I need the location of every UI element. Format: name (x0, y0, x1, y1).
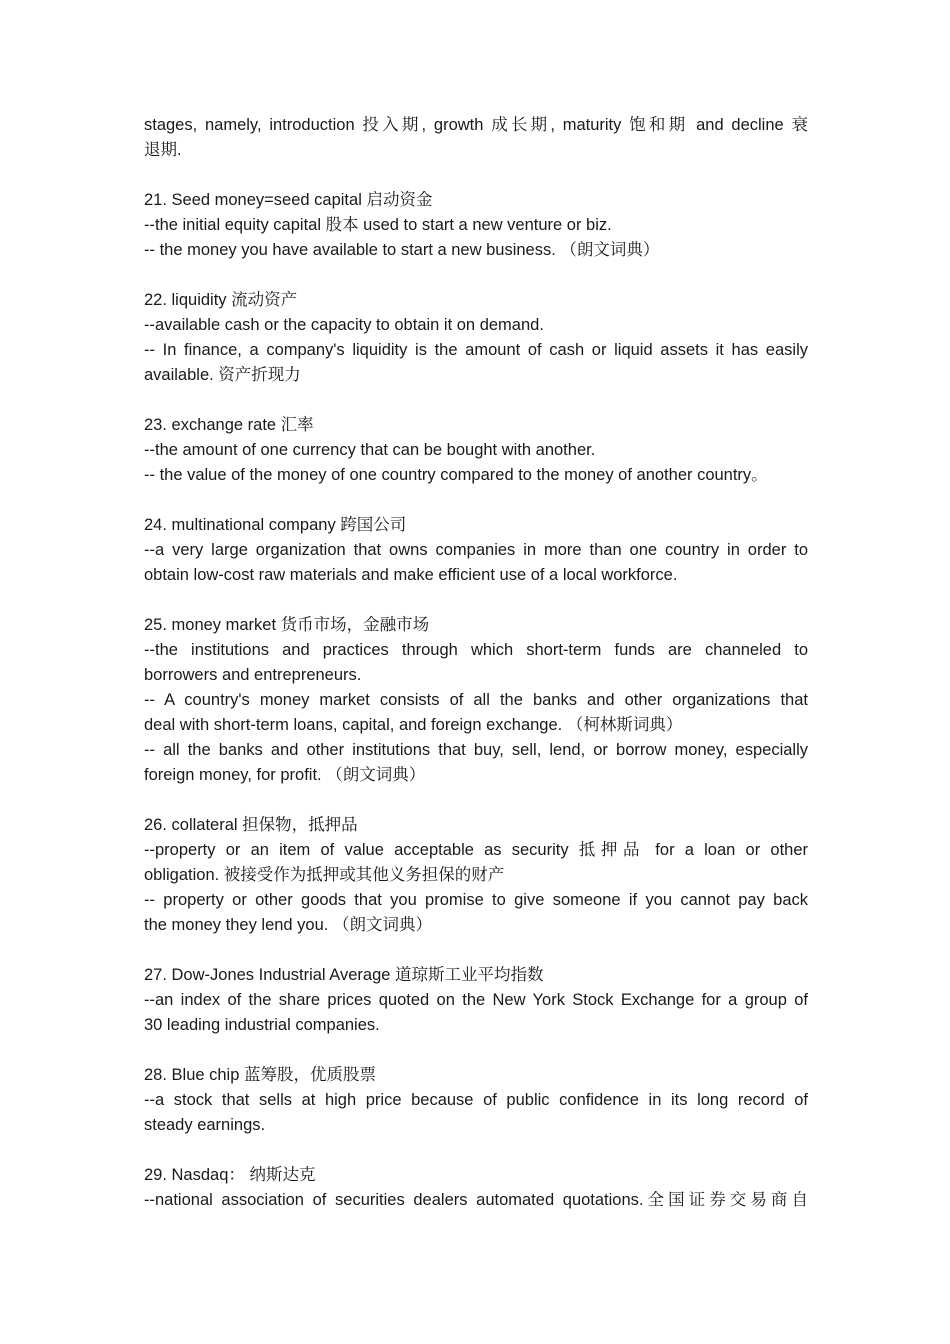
entry-title: 25. money market 货币市场，金融市场 (144, 616, 430, 634)
text-line: -- property or other goods that you promise to give someone if you cannot pay back (144, 891, 808, 909)
text-line: --property or an item of value acceptable as security 抵押品 for a loan or other (144, 841, 808, 859)
blank-line (144, 488, 808, 513)
text-line: steady earnings. (144, 1116, 266, 1134)
text-line: available. 资产折现力 (144, 366, 301, 384)
blank-line (144, 588, 808, 613)
text-line: --the institutions and practices through which short-term funds are channeled to (144, 641, 808, 659)
text-line: -- In finance, a company's liquidity is the amount of cash or liquid assets it has easily (144, 341, 808, 359)
text-line: 退期. (144, 141, 182, 159)
text-line: borrowers and entrepreneurs. (144, 666, 362, 684)
text-line: -- all the banks and other institutions that buy, sell, lend, or borrow money, especially (144, 741, 808, 759)
text-line: --a very large organization that owns companies in more than one country in order to (144, 541, 808, 559)
text-line: --the amount of one currency that can be bought with another. (144, 441, 596, 459)
text-line: -- the money you have available to start a new business. （朗文词典） (144, 241, 660, 259)
text-line: --an index of the share prices quoted on the New York Stock Exchange for a group of (144, 991, 808, 1009)
blank-line (144, 263, 808, 288)
blank-line (144, 388, 808, 413)
blank-line (144, 163, 808, 188)
document-text-body (144, 113, 808, 1213)
entry-title: 26. collateral 担保物，抵押品 (144, 816, 358, 834)
entry-title: 27. Dow-Jones Industrial Average 道琼斯工业平均指数 (144, 966, 544, 984)
text-line: obtain low-cost raw materials and make efficient use of a local workforce. (144, 566, 678, 584)
text-line: --available cash or the capacity to obtain it on demand. (144, 316, 544, 334)
entry-title: 22. liquidity 流动资产 (144, 291, 298, 309)
text-line: 30 leading industrial companies. (144, 1016, 380, 1034)
blank-line (144, 788, 808, 813)
text-line: --national association of securities dealers automated quotations.全国证券交易商自 (144, 1191, 808, 1209)
text-line: obligation. 被接受作为抵押或其他义务担保的财产 (144, 866, 505, 884)
text-line: foreign money, for profit. （朗文词典） (144, 766, 426, 784)
text-line: --a stock that sells at high price because of public confidence in its long record of (144, 1091, 808, 1109)
entry-title: 23. exchange rate 汇率 (144, 416, 314, 434)
blank-line (144, 1138, 808, 1163)
entry-title: 21. Seed money=seed capital 启动资金 (144, 191, 433, 209)
document-page (144, 113, 808, 1213)
text-line: -- the value of the money of one country compared to the money of another country。 (144, 466, 768, 484)
text-line: the money they lend you. （朗文词典） (144, 916, 432, 934)
text-line: stages, namely, introduction 投入期, growth 成长期, maturity 饱和期 and decline 衰 (144, 116, 808, 134)
entry-title: 29. Nasdaq： 纳斯达克 (144, 1166, 316, 1184)
blank-line (144, 938, 808, 963)
entry-title: 24. multinational company 跨国公司 (144, 516, 407, 534)
text-line: -- A country's money market consists of all the banks and other organizations that (144, 691, 808, 709)
text-line: deal with short-term loans, capital, and foreign exchange. （柯林斯词典） (144, 716, 683, 734)
text-line: --the initial equity capital 股本 used to start a new venture or biz. (144, 216, 612, 234)
entry-title: 28. Blue chip 蓝筹股，优质股票 (144, 1066, 376, 1084)
blank-line (144, 1038, 808, 1063)
